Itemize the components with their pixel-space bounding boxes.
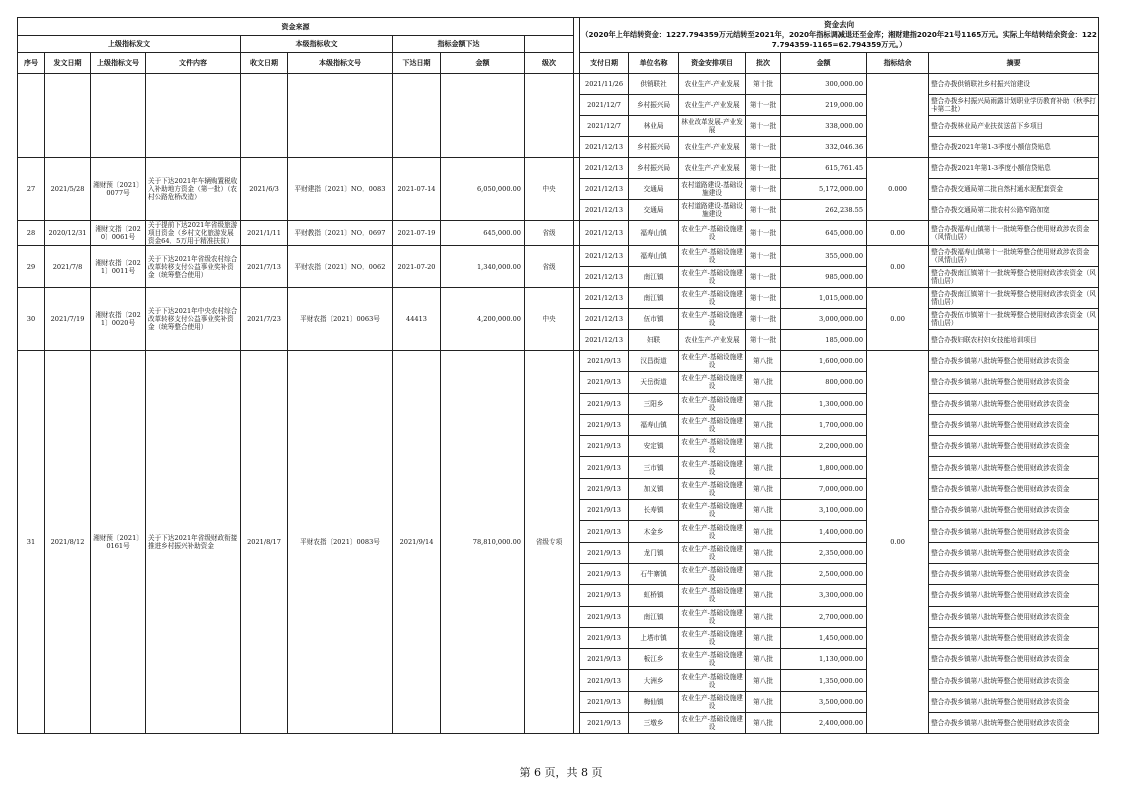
row-no: 31 [18,351,45,734]
dest-amount: 645,000.00 [781,221,867,246]
project: 农业生产-产业发展 [679,158,746,179]
dest-amount: 1,300,000.00 [781,393,867,414]
project: 农业生产-基础设施建设 [679,563,746,584]
issue-date: 2021/5/28 [45,158,91,221]
source-amount: 1,340,000.00 [441,246,525,288]
pay-date: 2021/12/13 [580,246,629,267]
doc-content: 关于下达2021年中央农村综合改革转移支付公益事业奖补资金（统筹整合使用） [146,288,241,351]
funds-ledger-table [17,17,1099,734]
col-header-recv-date: 收文日期 [241,53,288,74]
project: 农业生产-基础设施建设 [679,436,746,457]
pay-date: 2021/12/13 [580,309,629,330]
pay-date: 2021/9/13 [580,521,629,542]
pay-date: 2021/9/13 [580,414,629,435]
recv-date: 2021/8/17 [241,351,288,734]
col-header-project: 资金安排项目 [679,53,746,74]
project: 农业生产-基础设施建设 [679,246,746,267]
col-header-down-date: 下达日期 [393,53,441,74]
batch: 第十一批 [746,288,781,309]
batch: 第八批 [746,585,781,606]
summary: 整合办拨伍市镇第十一批统筹整合使用财政涉农资金（风情山居） [929,309,1099,330]
dest-amount: 3,300,000.00 [781,585,867,606]
column-header-row [18,53,1099,74]
issue-date: 2021/8/12 [45,351,91,734]
project: 农业生产-基础设施建设 [679,713,746,734]
balance: 0.000 [867,158,929,221]
level: 省级 [525,246,574,288]
unit-name: 南江镇 [629,288,679,309]
doc-content: 关于下达2021年车辆购置税收入补助地方资金（第一批）（农村公路危桥改造） [146,158,241,221]
summary: 整合办拨乡镇第八批统筹整合使用财政涉农资金 [929,649,1099,670]
batch: 第十一批 [746,137,781,158]
batch: 第八批 [746,500,781,521]
pay-date: 2021/9/13 [580,713,629,734]
level: 中央 [525,158,574,221]
table-row [18,221,1099,246]
pay-date: 2021/12/13 [580,137,629,158]
unit-name: 安定镇 [629,436,679,457]
pay-date: 2021/12/13 [580,330,629,351]
project: 农村道路建设-基础设施建设 [679,200,746,221]
down-date: 2021/9/14 [393,351,441,734]
dest-amount: 1,130,000.00 [781,649,867,670]
batch: 第八批 [746,521,781,542]
project: 林业改革发展-产业发展 [679,116,746,137]
table-row [18,246,1099,267]
dest-amount: 2,500,000.00 [781,563,867,584]
col-header-balance: 指标结余 [867,53,929,74]
dest-amount: 1,700,000.00 [781,414,867,435]
summary: 整合办拨乡镇第八批统筹整合使用财政涉农资金 [929,372,1099,393]
dest-amount: 5,172,000.00 [781,179,867,200]
project: 农村道路建设-基础设施建设 [679,179,746,200]
unit-name: 妇联 [629,330,679,351]
dest-amount: 185,000.00 [781,330,867,351]
pay-date: 2021/9/13 [580,436,629,457]
unit-name: 虹桥镇 [629,585,679,606]
table-row [18,158,1099,179]
project: 农业生产-基础设施建设 [679,457,746,478]
pay-date: 2021/9/13 [580,372,629,393]
dest-amount: 1,015,000.00 [781,288,867,309]
issue-date: 2021/7/8 [45,246,91,288]
summary: 整合办拨交通局第二批自然村通水泥配套资金 [929,179,1099,200]
source-title: 资金来源 [18,18,574,36]
unit-name: 板江乡 [629,649,679,670]
batch: 第八批 [746,478,781,499]
dest-amount: 3,100,000.00 [781,500,867,521]
pay-date: 2021/9/13 [580,606,629,627]
summary: 整合办拨乡镇第八批统筹整合使用财政涉农资金 [929,713,1099,734]
unit-name: 龙门镇 [629,542,679,563]
unit-name: 交通局 [629,179,679,200]
dest-amount: 2,400,000.00 [781,713,867,734]
funds-ledger-sheet [17,17,1098,734]
summary: 整合办拨乡镇第八批统筹整合使用财政涉农资金 [929,670,1099,691]
upper-doc-no: 湘财文指〔2020〕0061号 [91,221,146,246]
pay-date: 2021/9/13 [580,478,629,499]
ledger-body [18,74,1099,734]
unit-name: 大洲乡 [629,670,679,691]
recv-date: 2021/1/11 [241,221,288,246]
row-no: 28 [18,221,45,246]
issue-date: 2021/7/19 [45,288,91,351]
summary: 整合办拨乡镇第八批统筹整合使用财政涉农资金 [929,457,1099,478]
balance: 0.00 [867,221,929,246]
unit-name: 天岳街道 [629,372,679,393]
dest-amount: 1,350,000.00 [781,670,867,691]
project: 农业生产-基础设施建设 [679,267,746,288]
project: 农业生产-产业发展 [679,137,746,158]
summary: 整合办拨乡镇第八批统筹整合使用财政涉农资金 [929,542,1099,563]
dest-amount: 800,000.00 [781,372,867,393]
batch: 第十一批 [746,267,781,288]
pay-date: 2021/11/26 [580,74,629,95]
upper-group-header: 上级指标发文 [18,36,241,53]
pay-date: 2021/9/13 [580,351,629,372]
down-date: 2021-07-14 [393,158,441,221]
pay-date: 2021/9/13 [580,585,629,606]
local-doc-no: 平财农指〔2021〕NO．0062 [288,246,393,288]
summary: 整合办拨交通局第二批农村公路窄路加宽 [929,200,1099,221]
pay-date: 2021/9/13 [580,457,629,478]
dest-amount: 1,400,000.00 [781,521,867,542]
row-no [18,74,45,158]
batch: 第十一批 [746,330,781,351]
batch: 第八批 [746,606,781,627]
local-doc-no: 平财教指〔2021〕NO．0697 [288,221,393,246]
source-amount [441,74,525,158]
project: 农业生产-基础设施建设 [679,670,746,691]
summary: 整合办拨妇联农村妇女技能培训项目 [929,330,1099,351]
unit-name: 石牛寨镇 [629,563,679,584]
col-header-local-doc-no: 本级指标文号 [288,53,393,74]
project: 农业生产-基础设施建设 [679,649,746,670]
summary: 整合办拨乡镇第八批统筹整合使用财政涉农资金 [929,500,1099,521]
unit-name: 南江镇 [629,606,679,627]
recv-date: 2021/7/23 [241,288,288,351]
project: 农业生产-基础设施建设 [679,372,746,393]
project: 农业生产-基础设施建设 [679,221,746,246]
table-row [18,351,1099,372]
dest-amount: 300,000.00 [781,74,867,95]
col-header-pay-date: 支付日期 [580,53,629,74]
table-row [18,288,1099,309]
project: 农业生产-基础设施建设 [679,521,746,542]
project: 农业生产-基础设施建设 [679,606,746,627]
dest-amount: 2,700,000.00 [781,606,867,627]
pay-date: 2021/9/13 [580,649,629,670]
batch: 第八批 [746,563,781,584]
dest-amount: 2,350,000.00 [781,542,867,563]
batch: 第八批 [746,542,781,563]
dest-amount: 615,761.45 [781,158,867,179]
issue-group-header: 指标金额下达 [393,36,525,53]
summary: 整合办拨乡镇第八批统筹整合使用财政涉农资金 [929,393,1099,414]
project: 农业生产-基础设施建设 [679,691,746,712]
unit-name: 福寿山镇 [629,221,679,246]
row-no: 30 [18,288,45,351]
col-header-unit-name: 单位名称 [629,53,679,74]
balance: 0.00 [867,288,929,351]
down-date: 44413 [393,288,441,351]
row-no: 27 [18,158,45,221]
recv-date: 2021/7/13 [241,246,288,288]
source-amount: 4,200,000.00 [441,288,525,351]
col-header-upper-doc-no: 上级指标文号 [91,53,146,74]
summary: 整合办拨供销联社乡村振兴馆建设 [929,74,1099,95]
unit-name: 三市镇 [629,457,679,478]
source-amount: 78,810,000.00 [441,351,525,734]
upper-doc-no [91,74,146,158]
batch: 第八批 [746,649,781,670]
table-row [18,74,1099,95]
summary: 整合办拨乡镇第八批统筹整合使用财政涉农资金 [929,563,1099,584]
col-header-level: 级次 [525,53,574,74]
batch: 第八批 [746,457,781,478]
dest-amount: 7,000,000.00 [781,478,867,499]
project: 农业生产-基础设施建设 [679,309,746,330]
summary: 整合办拨福寿山镇第十一批统筹整合使用财政涉农资金（风情山居） [929,246,1099,267]
col-header-source-amount: 金额 [441,53,525,74]
local-doc-no [288,74,393,158]
batch: 第八批 [746,414,781,435]
balance [867,74,929,158]
unit-name: 福寿山镇 [629,414,679,435]
summary: 整合办拨乡镇第八批统筹整合使用财政涉农资金 [929,521,1099,542]
source-amount: 6,050,000.00 [441,158,525,221]
dest-amount: 332,046.36 [781,137,867,158]
col-header-no: 序号 [18,53,45,74]
batch: 第十一批 [746,246,781,267]
upper-doc-no: 湘财农指〔2021〕0011号 [91,246,146,288]
page-footer: 第 6 页，共 8 页 [519,766,603,779]
summary: 整合办拨2021年第1-3季度小额信贷贴息 [929,137,1099,158]
project: 农业生产-基础设施建设 [679,585,746,606]
project: 农业生产-基础设施建设 [679,542,746,563]
issue-date [45,74,91,158]
summary: 整合办拨乡村振兴局雨露计划职业学历教育补助（秋季打卡第二批） [929,95,1099,116]
batch: 第八批 [746,670,781,691]
pay-date: 2021/12/13 [580,221,629,246]
batch: 第十一批 [746,95,781,116]
dest-amount: 355,000.00 [781,246,867,267]
doc-content [146,74,241,158]
project: 农业生产-产业发展 [679,330,746,351]
local-doc-no: 平财农指〔2021〕0083号 [288,351,393,734]
down-date: 2021-07-20 [393,246,441,288]
row-no: 29 [18,246,45,288]
batch: 第十一批 [746,200,781,221]
upper-doc-no: 湘财预〔2021〕0077号 [91,158,146,221]
down-date [393,74,441,158]
summary: 整合办拨南江镇第十一批统筹整合使用财政涉农资金（风情山居） [929,267,1099,288]
pay-date: 2021/12/13 [580,179,629,200]
pay-date: 2021/12/13 [580,200,629,221]
dest-amount: 985,000.00 [781,267,867,288]
unit-name: 福寿山镇 [629,246,679,267]
unit-name: 汉昌街道 [629,351,679,372]
unit-name: 乡村振兴局 [629,158,679,179]
doc-content: 关于下达2021年省级财政衔接推进乡村振兴补助资金 [146,351,241,734]
recv-date: 2021/6/3 [241,158,288,221]
batch: 第十一批 [746,309,781,330]
unit-name: 梅仙镇 [629,691,679,712]
summary: 整合办拨乡镇第八批统筹整合使用财政涉农资金 [929,478,1099,499]
summary: 整合办拨乡镇第八批统筹整合使用财政涉农资金 [929,627,1099,648]
balance: 0.00 [867,351,929,734]
pay-date: 2021/12/13 [580,158,629,179]
local-doc-no: 平财建指〔2021〕NO．0083 [288,158,393,221]
down-date: 2021-07-19 [393,221,441,246]
dest-amount: 1,450,000.00 [781,627,867,648]
dest-amount: 219,000.00 [781,95,867,116]
project: 农业生产-基础设施建设 [679,351,746,372]
pay-date: 2021/9/13 [580,563,629,584]
unit-name: 供销联社 [629,74,679,95]
summary: 整合办拨南江镇第十一批统筹整合使用财政涉农资金（风情山居） [929,288,1099,309]
dest-amount: 3,000,000.00 [781,309,867,330]
col-header-summary: 摘要 [929,53,1099,74]
unit-name: 伍市镇 [629,309,679,330]
dest-amount: 2,200,000.00 [781,436,867,457]
project: 农业生产-基础设施建设 [679,288,746,309]
pay-date: 2021/9/13 [580,691,629,712]
dest-amount: 1,800,000.00 [781,457,867,478]
batch: 第十一批 [746,158,781,179]
col-header-doc-content: 文件内容 [146,53,241,74]
col-header-issue-date: 发文日期 [45,53,91,74]
upper-doc-no: 湘财农指〔2021〕0020号 [91,288,146,351]
pay-date: 2021/9/13 [580,542,629,563]
balance: 0.00 [867,246,929,288]
pay-date: 2021/12/13 [580,288,629,309]
unit-name: 加义镇 [629,478,679,499]
unit-name: 乡村振兴局 [629,137,679,158]
unit-name: 交通局 [629,200,679,221]
summary: 整合办拨福寿山镇第十一批统筹整合使用财政涉农资金（风情山居） [929,221,1099,246]
project: 农业生产-基础设施建设 [679,500,746,521]
dest-amount: 3,500,000.00 [781,691,867,712]
summary: 整合办拨乡镇第八批统筹整合使用财政涉农资金 [929,585,1099,606]
batch: 第八批 [746,691,781,712]
batch: 第八批 [746,436,781,457]
summary: 整合办拨乡镇第八批统筹整合使用财政涉农资金 [929,606,1099,627]
col-header-batch: 批次 [746,53,781,74]
dest-note: （2020年上年结转资金：1227.794359万元结转至2021年，2020年指标调减退还至金库；湘财建指2020年21号1165万元。实际上年结转结余资金：1227.794359-1165=62.794359万元。） [581,30,1097,49]
project: 农业生产-产业发展 [679,74,746,95]
pay-date: 2021/9/13 [580,627,629,648]
batch: 第八批 [746,713,781,734]
unit-name: 乡村振兴局 [629,95,679,116]
summary: 整合办拨乡镇第八批统筹整合使用财政涉农资金 [929,436,1099,457]
pay-date: 2021/9/13 [580,670,629,691]
local-doc-no: 平财农指〔2021〕0063号 [288,288,393,351]
pay-date: 2021/12/7 [580,116,629,137]
batch: 第十一批 [746,116,781,137]
pay-date: 2021/12/7 [580,95,629,116]
summary: 整合办拨乡镇第八批统筹整合使用财政涉农资金 [929,414,1099,435]
upper-doc-no: 湘财预〔2021〕0161号 [91,351,146,734]
local-group-header: 本级指标收文 [241,36,393,53]
dest-amount: 262,238.55 [781,200,867,221]
pay-date: 2021/12/13 [580,267,629,288]
summary: 整合办拨乡镇第八批统筹整合使用财政涉农资金 [929,351,1099,372]
recv-date [241,74,288,158]
level-group-blank [525,36,574,53]
unit-name: 木金乡 [629,521,679,542]
level: 省级专项 [525,351,574,734]
unit-name: 上塔市镇 [629,627,679,648]
level: 中央 [525,288,574,351]
batch: 第八批 [746,372,781,393]
batch: 第八批 [746,351,781,372]
dest-amount: 1,600,000.00 [781,351,867,372]
unit-name: 南江镇 [629,267,679,288]
source-amount: 645,000.00 [441,221,525,246]
pay-date: 2021/9/13 [580,393,629,414]
doc-content: 关于提前下达2021年省级旅游项目资金（乡村文化旅游发展资金64．5万用于精准扶贫） [146,221,241,246]
batch: 第十批 [746,74,781,95]
pay-date: 2021/9/13 [580,500,629,521]
summary: 整合办拨林业局产业扶贫送苗下乡项目 [929,116,1099,137]
project: 农业生产-基础设施建设 [679,478,746,499]
project: 农业生产-基础设施建设 [679,414,746,435]
project: 农业生产-产业发展 [679,95,746,116]
dest-title-cell [580,18,1099,53]
unit-name: 三阳乡 [629,393,679,414]
col-header-dest-amount: 金额 [781,53,867,74]
level [525,74,574,158]
level: 省级 [525,221,574,246]
project: 农业生产-基础设施建设 [679,393,746,414]
batch: 第十一批 [746,221,781,246]
batch: 第八批 [746,627,781,648]
summary: 整合办拨2021年第1-3季度小额信贷贴息 [929,158,1099,179]
dest-amount: 338,000.00 [781,116,867,137]
unit-name: 林业局 [629,116,679,137]
project: 农业生产-基础设施建设 [679,627,746,648]
batch: 第八批 [746,393,781,414]
unit-name: 三墩乡 [629,713,679,734]
unit-name: 长寿镇 [629,500,679,521]
dest-title: 资金去向 [824,20,855,29]
batch: 第十一批 [746,179,781,200]
doc-content: 关于下达2021年省级农村综合改革转移支付公益事业奖补资金（统筹整合使用） [146,246,241,288]
issue-date: 2020/12/31 [45,221,91,246]
summary: 整合办拨乡镇第八批统筹整合使用财政涉农资金 [929,691,1099,712]
